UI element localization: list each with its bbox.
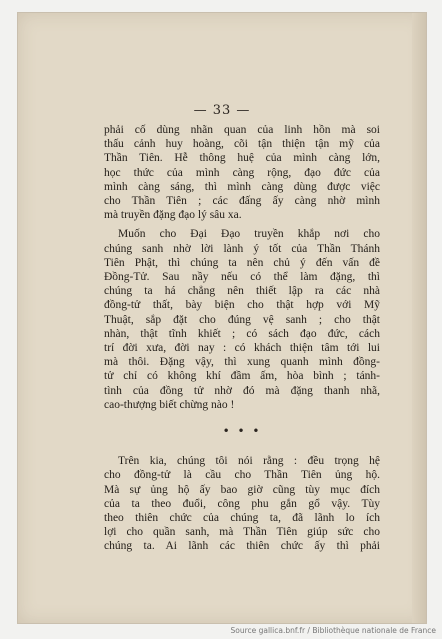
paragraph-1 [104,123,380,222]
text-line: chúng sanh nhờ lời lành ý tốt của Thần Thánh [104,242,380,255]
text-line: Mà sự ủng hộ ấy bao giờ cũng tùy mục đích [104,483,380,496]
source-credit: Source gallica.bnf.fr / Bibliothèque nationale de France [230,626,436,635]
text-line: Tiên Phật, thì chúng ta nên chủ ý đến vấn đề [104,256,380,269]
book-page [17,12,427,624]
page-number: — 33 — [193,103,251,118]
text-line: học thức của mình càng rộng, đạo đức của [104,166,380,179]
text-line: Thần Tiên. Hễ thông huệ của mình càng lớn, [104,152,380,165]
text-line: Thuật, sắp đặt cho đúng vệ sanh ; cho thật [104,313,380,326]
paragraph-3 [104,454,380,553]
text-line: cho Thần Tiên ; các đấng ấy càng nhờ mình [104,195,380,208]
text-line: chúng ta há chẳng nên thiết lập ra các nhà [104,285,380,298]
text-line: nhàn, thật tĩnh khiết ; có sách đạo đức, cách [104,327,380,340]
text-line: mà thôi. Đặng vậy, thì xung quanh mình đồng- [104,356,380,369]
section-separator: • • • [222,424,262,439]
text-line: mà truyền đặng đạo lý sâu xa. [104,209,242,222]
text-line: Muốn cho Đại Đạo truyền khắp nơi cho [118,228,380,241]
text-line: cho đồng-tử là cầu cho Thần Tiên ủng hộ. [104,469,380,482]
text-line: của ta theo đuổi, công phu gắn gổ vậy. Tùy [104,497,380,510]
text-line: lợi cho quần sanh, mà Thần Tiên giúp sức cho [104,526,380,539]
text-line: Đồng-Tử. Sau nầy nếu có thể làm đặng, thì [104,271,380,284]
paragraph-2 [104,227,380,412]
text-line: phải cố dùng nhãn quan của linh hồn mà soi [104,124,380,136]
text-line: tình của đồng tử nhờ đó mà đặng thanh nhã, [104,384,380,397]
text-line: đồng-tử thất, bày biện cho thật hợp với Mỹ [104,299,380,312]
text-line: cao-thượng biết chừng nào ! [104,398,235,411]
text-line: mình càng sáng, thì mình càng dùng được việc [104,180,380,193]
text-line: trí đời xưa, đời nay : có khách thiện tâm tới lui [104,342,380,355]
body-text [104,123,380,559]
text-line: theo thiên chức của chúng ta, đã lãnh lo ích [104,512,380,525]
text-line: thấu cảnh huy hoàng, cõi tận thiện tận mỹ của [104,138,380,151]
text-line: tử chỉ có không khí đầm ấm, hòa bình ; tánh- [104,370,380,383]
text-line: Trên kia, chúng tôi nói rằng : đều trọng hệ [118,455,380,468]
text-line: chúng ta. Ai lãnh các thiên chức ấy thì phải [104,540,380,553]
